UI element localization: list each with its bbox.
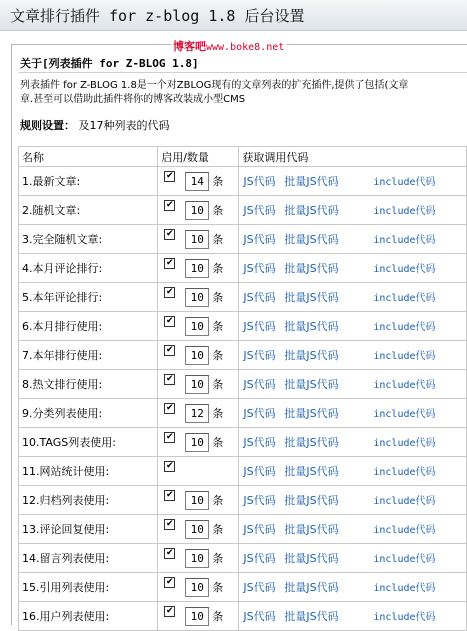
js-code-link[interactable]: JS代码: [243, 407, 276, 420]
plugin-description: [20, 79, 467, 107]
table-row: [19, 544, 467, 573]
row-name: 4.本月评论排行:: [19, 254, 158, 283]
row-enabled-cell: [158, 399, 239, 428]
enable-checkbox[interactable]: ✔: [165, 200, 174, 210]
table-row: [19, 341, 467, 370]
enable-checkbox[interactable]: ✔: [165, 432, 174, 442]
row-enabled-cell: [158, 573, 239, 602]
header-code: 获取调用代码: [239, 147, 467, 167]
rules-line: [20, 117, 170, 133]
count-input[interactable]: 10: [185, 578, 209, 597]
batch-js-code-link[interactable]: 批量JS代码: [284, 233, 339, 246]
enable-checkbox[interactable]: ✔: [165, 519, 174, 529]
description-line-2: 章.甚至可以借助此插件将你的博客改装成小型CMS: [20, 94, 246, 105]
row-code-links: [239, 399, 467, 428]
row-code-links: [239, 225, 467, 254]
row-name: 9.分类列表使用:: [19, 399, 158, 428]
row-enabled-cell: [158, 370, 239, 399]
js-code-link[interactable]: JS代码: [243, 175, 276, 188]
enable-checkbox[interactable]: ✔: [165, 258, 174, 268]
row-enabled-cell: [158, 602, 239, 631]
batch-js-code-link[interactable]: 批量JS代码: [284, 465, 339, 478]
include-code-link[interactable]: include代码: [373, 583, 436, 594]
count-input[interactable]: 10: [185, 317, 209, 336]
row-code-links: [239, 254, 467, 283]
row-code-links: [239, 167, 467, 196]
js-code-link[interactable]: JS代码: [243, 204, 276, 217]
header-name: 名称: [19, 147, 158, 167]
watermark-url: www.boke8.net: [206, 42, 285, 53]
include-code-link[interactable]: include代码: [373, 322, 436, 333]
table-row: [19, 312, 467, 341]
enable-checkbox[interactable]: ✔: [165, 577, 174, 587]
count-unit: 条: [212, 262, 224, 275]
row-code-links: [239, 573, 467, 602]
js-code-link[interactable]: JS代码: [243, 233, 276, 246]
row-enabled-cell: [158, 312, 239, 341]
include-code-link[interactable]: include代码: [373, 235, 436, 246]
include-code-link[interactable]: include代码: [373, 525, 436, 536]
row-code-links: [239, 370, 467, 399]
title-bar: [0, 0, 467, 31]
batch-js-code-link[interactable]: 批量JS代码: [284, 291, 339, 304]
table-row: [19, 573, 467, 602]
table-row: [19, 196, 467, 225]
batch-js-code-link[interactable]: 批量JS代码: [284, 204, 339, 217]
enable-checkbox[interactable]: ✔: [165, 171, 174, 181]
plugin-heading: 关于[列表插件 for Z-BLOG 1.8]: [20, 57, 199, 70]
batch-js-code-link[interactable]: 批量JS代码: [284, 552, 339, 565]
batch-js-code-link[interactable]: 批量JS代码: [284, 320, 339, 333]
count-unit: 条: [212, 436, 224, 449]
count-input[interactable]: 12: [185, 404, 209, 423]
count-unit: 条: [212, 523, 224, 536]
row-name: 15.引用列表使用:: [19, 573, 158, 602]
row-code-links: [239, 602, 467, 631]
count-input[interactable]: 10: [185, 201, 209, 220]
row-enabled-cell: [158, 486, 239, 515]
count-unit: 条: [212, 610, 224, 623]
header-enabled: 启用/数量: [158, 147, 239, 167]
row-code-links: [239, 341, 467, 370]
watermark-cn: 博客吧: [173, 40, 206, 53]
batch-js-code-link[interactable]: 批量JS代码: [284, 262, 339, 275]
row-enabled-cell: [158, 515, 239, 544]
js-code-link[interactable]: JS代码: [243, 581, 276, 594]
js-code-link[interactable]: JS代码: [243, 320, 276, 333]
row-name: 6.本月排行使用:: [19, 312, 158, 341]
js-code-link[interactable]: JS代码: [243, 552, 276, 565]
batch-js-code-link[interactable]: 批量JS代码: [284, 378, 339, 391]
table-row: [19, 225, 467, 254]
enable-checkbox[interactable]: ✔: [165, 345, 174, 355]
batch-js-code-link[interactable]: 批量JS代码: [284, 349, 339, 362]
count-input[interactable]: 10: [185, 288, 209, 307]
enable-checkbox[interactable]: ✔: [165, 490, 174, 500]
enable-checkbox[interactable]: ✔: [165, 316, 174, 326]
batch-js-code-link[interactable]: 批量JS代码: [284, 407, 339, 420]
heading-divider: [19, 72, 467, 73]
count-unit: 条: [212, 552, 224, 565]
js-code-link[interactable]: JS代码: [243, 523, 276, 536]
row-code-links: [239, 196, 467, 225]
count-input[interactable]: 10: [185, 549, 209, 568]
watermark: [171, 38, 286, 54]
enable-checkbox[interactable]: ✔: [165, 548, 174, 558]
table-row: [19, 602, 467, 631]
include-code-link[interactable]: include代码: [373, 496, 436, 507]
batch-js-code-link[interactable]: 批量JS代码: [284, 581, 339, 594]
row-code-links: [239, 515, 467, 544]
row-name: 3.完全随机文章:: [19, 225, 158, 254]
table-row: [19, 457, 467, 486]
enable-checkbox[interactable]: ✔: [165, 229, 174, 239]
count-unit: 条: [212, 581, 224, 594]
js-code-link[interactable]: JS代码: [243, 436, 276, 449]
row-name: 7.本年排行使用:: [19, 341, 158, 370]
row-name: 1.最新文章:: [19, 167, 158, 196]
row-name: 10.TAGS列表使用:: [19, 428, 158, 457]
row-name: 11.网站统计使用:: [19, 457, 158, 486]
batch-js-code-link[interactable]: 批量JS代码: [284, 494, 339, 507]
count-unit: 条: [212, 494, 224, 507]
js-code-link[interactable]: JS代码: [243, 610, 276, 623]
row-enabled-cell: [158, 457, 239, 486]
rules-label: 规则设置：: [20, 119, 75, 132]
count-unit: 条: [212, 204, 224, 217]
count-input[interactable]: 10: [185, 230, 209, 249]
row-code-links: [239, 428, 467, 457]
count-unit: 条: [212, 291, 224, 304]
include-code-link[interactable]: include代码: [373, 351, 436, 362]
row-enabled-cell: [158, 254, 239, 283]
row-name: 12.归档列表使用:: [19, 486, 158, 515]
count-input[interactable]: 10: [185, 491, 209, 510]
batch-js-code-link[interactable]: 批量JS代码: [284, 175, 339, 188]
count-input[interactable]: 10: [185, 433, 209, 452]
include-code-link[interactable]: include代码: [373, 612, 436, 623]
rules-text: 及17种列表的代码: [78, 119, 170, 132]
js-code-link[interactable]: JS代码: [243, 378, 276, 391]
count-input[interactable]: 14: [185, 172, 209, 191]
table-row: [19, 254, 467, 283]
enable-checkbox[interactable]: ✔: [165, 606, 174, 616]
js-code-link[interactable]: JS代码: [243, 349, 276, 362]
row-name: 8.热文排行使用:: [19, 370, 158, 399]
js-code-link[interactable]: JS代码: [243, 291, 276, 304]
enable-checkbox[interactable]: ✔: [165, 374, 174, 384]
table-row: [19, 283, 467, 312]
row-name: 5.本年评论排行:: [19, 283, 158, 312]
include-code-link[interactable]: include代码: [373, 409, 436, 420]
include-code-link[interactable]: include代码: [373, 380, 436, 391]
table-row: [19, 515, 467, 544]
enable-checkbox[interactable]: ✔: [165, 461, 174, 471]
count-input[interactable]: 10: [185, 607, 209, 626]
include-code-link[interactable]: include代码: [373, 293, 436, 304]
row-enabled-cell: [158, 167, 239, 196]
count-unit: 条: [212, 407, 224, 420]
batch-js-code-link[interactable]: 批量JS代码: [284, 436, 339, 449]
list-settings-table: [18, 146, 467, 631]
table-row: [19, 486, 467, 515]
js-code-link[interactable]: JS代码: [243, 262, 276, 275]
row-code-links: [239, 544, 467, 573]
enable-checkbox[interactable]: ✔: [165, 287, 174, 297]
row-name: 16.用户列表使用:: [19, 602, 158, 631]
row-name: 14.留言列表使用:: [19, 544, 158, 573]
include-code-link[interactable]: include代码: [373, 467, 436, 478]
count-unit: 条: [212, 349, 224, 362]
count-input[interactable]: 10: [185, 520, 209, 539]
row-name: 2.随机文章:: [19, 196, 158, 225]
count-unit: 条: [212, 175, 224, 188]
row-enabled-cell: [158, 225, 239, 254]
row-enabled-cell: [158, 196, 239, 225]
include-code-link[interactable]: include代码: [373, 554, 436, 565]
enable-checkbox[interactable]: ✔: [165, 403, 174, 413]
js-code-link[interactable]: JS代码: [243, 494, 276, 507]
include-code-link[interactable]: include代码: [373, 264, 436, 275]
table-header-row: [19, 147, 467, 167]
row-code-links: [239, 486, 467, 515]
row-enabled-cell: [158, 341, 239, 370]
include-code-link[interactable]: include代码: [373, 206, 436, 217]
batch-js-code-link[interactable]: 批量JS代码: [284, 523, 339, 536]
row-code-links: [239, 457, 467, 486]
page-title: 文章排行插件 for z-blog 1.8 后台设置: [10, 7, 305, 25]
row-code-links: [239, 283, 467, 312]
count-unit: 条: [212, 233, 224, 246]
row-code-links: [239, 312, 467, 341]
count-input[interactable]: 10: [185, 375, 209, 394]
table-row: [19, 370, 467, 399]
row-name: 13.评论回复使用:: [19, 515, 158, 544]
description-line-1: 列表插件 for Z-BLOG 1.8是一个对ZBLOG现有的文章列表的扩充插件,提供了包括(文章: [20, 80, 409, 91]
include-code-link[interactable]: include代码: [373, 438, 436, 449]
js-code-link[interactable]: JS代码: [243, 465, 276, 478]
batch-js-code-link[interactable]: 批量JS代码: [284, 610, 339, 623]
count-input[interactable]: 10: [185, 259, 209, 278]
row-enabled-cell: [158, 283, 239, 312]
count-unit: 条: [212, 378, 224, 391]
row-enabled-cell: [158, 544, 239, 573]
include-code-link[interactable]: include代码: [373, 177, 436, 188]
count-unit: 条: [212, 320, 224, 333]
table-row: [19, 428, 467, 457]
table-row: [19, 399, 467, 428]
count-input[interactable]: 10: [185, 346, 209, 365]
row-enabled-cell: [158, 428, 239, 457]
table-row: [19, 167, 467, 196]
